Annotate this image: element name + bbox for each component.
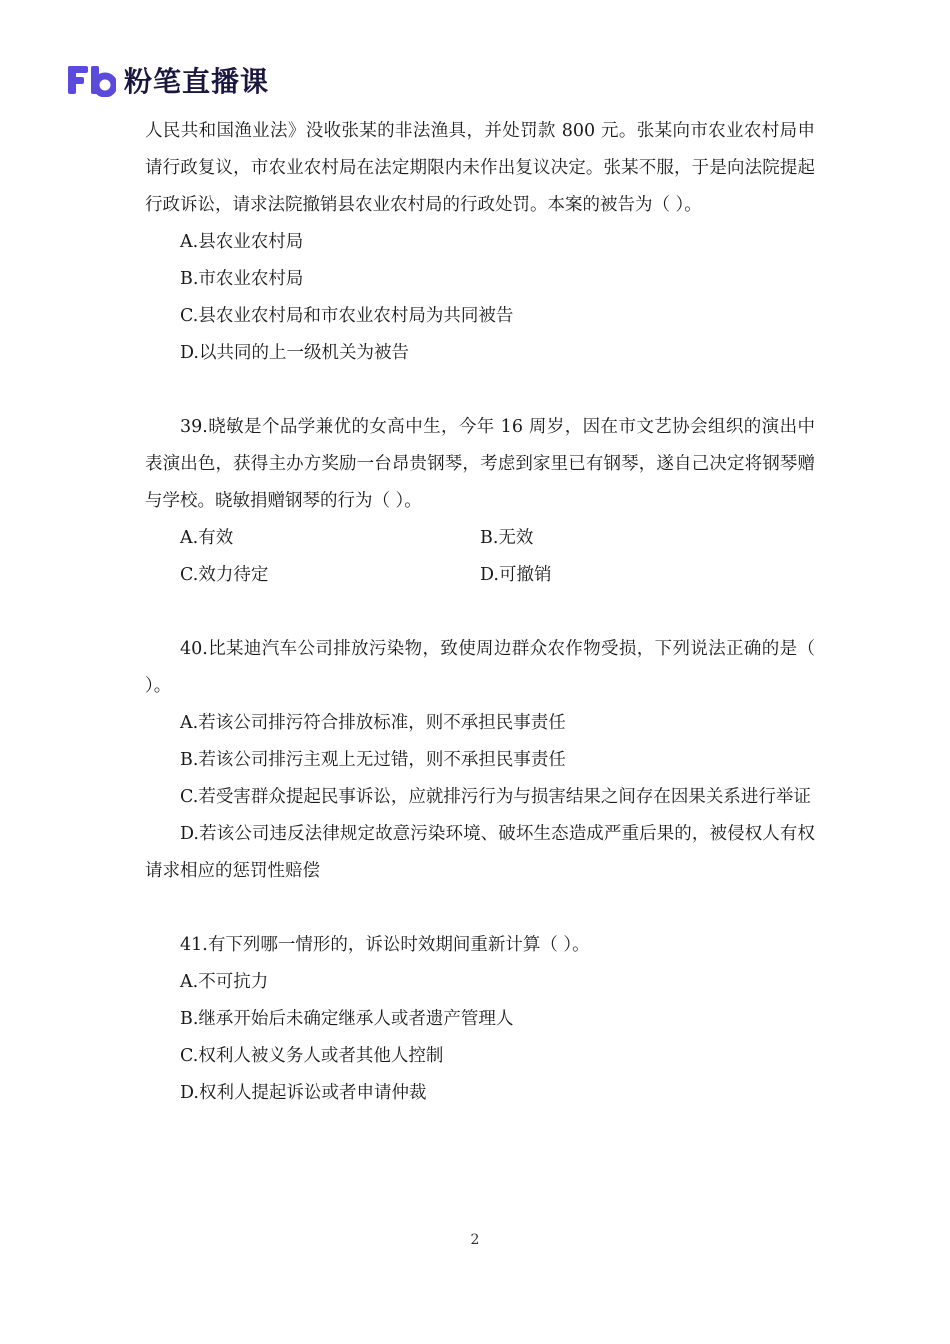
- q41-option-a: A.不可抗力: [180, 972, 269, 992]
- q39-stem: 39.晓敏是个品学兼优的女高中生，今年 16 周岁，因在市文艺协会组织的演出中表演出色，获得主办方奖励一台昂贵钢琴，考虑到家里已有钢琴，遂自己决定将钢琴赠与学校。晓敏捐赠钢琴的行为（ ）。: [145, 417, 815, 511]
- spacer: [145, 890, 815, 927]
- q41-option-d: D.权利人提起诉讼或者申请仲裁: [180, 1083, 427, 1103]
- q38-option-c: C.县农业农村局和市农业农村局为共同被告: [180, 306, 514, 326]
- q40-option-a: A.若该公司排污符合排放标准，则不承担民事责任: [180, 713, 566, 733]
- q38-option-a: A.县农业农村局: [180, 232, 304, 252]
- q39-options-row-1: [145, 520, 815, 557]
- document-body: [145, 113, 815, 1112]
- q40-option-b: B.若该公司排污主观上无过错，则不承担民事责任: [180, 750, 566, 770]
- q40-option-c: C.若受害群众提起民事诉讼，应就排污行为与损害结果之间存在因果关系进行举证: [180, 787, 811, 807]
- page-header: [68, 60, 269, 100]
- spacer: [145, 594, 815, 631]
- q40-option-d: D.若该公司违反法律规定故意污染环境、破坏生态造成严重后果的，被侵权人有权请求相应的惩罚性赔偿: [145, 824, 815, 881]
- q39-option-c: C.效力待定: [180, 565, 269, 585]
- q41-option-c: C.权利人被义务人或者其他人控制: [180, 1046, 444, 1066]
- q39-option-a: A.有效: [180, 528, 234, 548]
- brand-name: 粉笔直播课: [124, 65, 270, 98]
- fb-logo-icon: [68, 63, 116, 97]
- q38-option-b: B.市农业农村局: [180, 269, 304, 289]
- q39-option-d: D.可撤销: [480, 565, 552, 585]
- q41-stem: 41.有下列哪一情形的，诉讼时效期间重新计算（ ）。: [180, 935, 590, 955]
- page-number: 2: [470, 1232, 480, 1248]
- q40-stem: 40.比某迪汽车公司排放污染物，致使周边群众农作物受损，下列说法正确的是（ ）。: [145, 639, 815, 696]
- q38-stem: 人民共和国渔业法》没收张某的非法渔具，并处罚款 800 元。张某向市农业农村局申请行政复议，市农业农村局在法定期限内未作出复议决定。张某不服，于是向法院提起行政诉讼，请求法院撤销县农业农村局的行政处罚。本案的被告为（ ）。: [145, 121, 815, 215]
- q39-option-b: B.无效: [480, 528, 534, 548]
- q38-option-d: D.以共同的上一级机关为被告: [180, 343, 409, 363]
- q39-options-row-2: [145, 557, 815, 594]
- spacer: [145, 372, 815, 409]
- q41-option-b: B.继承开始后未确定继承人或者遗产管理人: [180, 1009, 514, 1029]
